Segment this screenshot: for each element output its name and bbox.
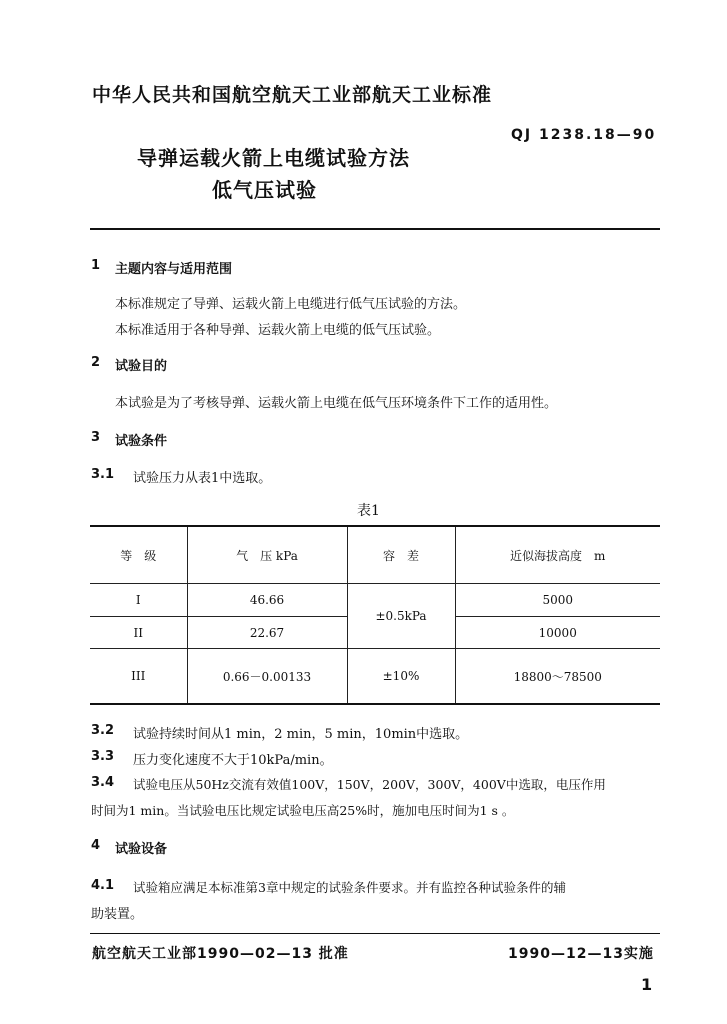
section-3-title: 试验条件 xyxy=(115,434,168,449)
table-caption: 表1 xyxy=(357,503,380,519)
pressure-cell: 22.67 xyxy=(187,617,347,649)
clause-3-4-number: 3.4 xyxy=(91,775,115,790)
clause-3-1-text: 试验压力从表1中选取。 xyxy=(133,471,272,486)
pressure-table xyxy=(90,525,660,705)
pressure-cell: 46.66 xyxy=(187,584,347,617)
clause-3-2-number: 3.2 xyxy=(91,723,115,738)
section-1-paragraph-2: 本标准适用于各种导弹、运载火箭上电缆的低气压试验。 xyxy=(115,323,441,338)
table-header-row xyxy=(90,526,660,584)
header-divider xyxy=(90,228,660,230)
clause-3-2-text: 试验持续时间从1 min，2 min，5 min，10min中选取。 xyxy=(133,727,469,742)
column-header-pressure: 气 压 kPa xyxy=(187,526,347,584)
document-title: 导弹运载火箭上电缆试验方法 xyxy=(137,146,410,170)
tolerance-cell: ±10% xyxy=(347,649,455,705)
clause-3-4-text-line-1: 试验电压从50Hz交流有效值100V，150V，200V，300V，400V中选取，电压作用 xyxy=(133,777,606,792)
section-2-number: 2 xyxy=(91,355,101,370)
approval-date: 航空航天工业部1990—02—13 批准 xyxy=(92,946,349,962)
column-header-grade: 等 级 xyxy=(90,526,187,584)
section-1-paragraph-1: 本标准规定了导弹、运载火箭上电缆进行低气压试验的方法。 xyxy=(115,297,467,312)
section-4-title: 试验设备 xyxy=(115,842,168,857)
standard-number: QJ 1238.18—90 xyxy=(511,127,657,143)
table-row xyxy=(90,584,660,617)
section-2-title: 试验目的 xyxy=(115,359,168,374)
clause-3-4-text-line-2: 时间为1 min。当试验电压比规定试验电压高25%时，施加电压时间为1 s 。 xyxy=(91,803,515,818)
clause-4-1-text-line-1: 试验箱应满足本标准第3章中规定的试验条件要求。并有监控各种试验条件的辅 xyxy=(133,880,566,895)
column-header-tolerance: 容 差 xyxy=(347,526,455,584)
pressure-cell: 0.66－0.00133 xyxy=(187,649,347,705)
altitude-cell: 18800～78500 xyxy=(455,649,660,705)
table-row xyxy=(90,649,660,705)
clause-4-1-number: 4.1 xyxy=(91,878,115,893)
clause-4-1-text-line-2: 助装置。 xyxy=(91,907,144,922)
grade-cell: I xyxy=(90,584,187,617)
clause-3-3-text: 压力变化速度不大于10kPa/min。 xyxy=(133,753,333,768)
issuing-organization: 中华人民共和国航空航天工业部航天工业标准 xyxy=(92,84,493,106)
section-1-number: 1 xyxy=(91,258,101,273)
footer-divider xyxy=(90,933,660,934)
clause-3-3-number: 3.3 xyxy=(91,749,115,764)
clause-3-1-number: 3.1 xyxy=(91,467,115,482)
section-4-number: 4 xyxy=(91,838,101,853)
column-header-altitude: 近似海拔高度 m xyxy=(455,526,660,584)
page-number: 1 xyxy=(641,975,653,994)
altitude-cell: 5000 xyxy=(455,584,660,617)
tolerance-cell: ±0.5kPa xyxy=(347,584,455,649)
effective-date: 1990—12—13实施 xyxy=(508,946,654,962)
grade-cell: III xyxy=(131,669,146,683)
document-subtitle: 低气压试验 xyxy=(212,178,317,202)
altitude-cell: 10000 xyxy=(455,617,660,649)
section-1-title: 主题内容与适用范围 xyxy=(115,262,233,277)
section-3-number: 3 xyxy=(91,430,101,445)
section-2-paragraph-1: 本试验是为了考核导弹、运载火箭上电缆在低气压环境条件下工作的适用性。 xyxy=(115,396,558,411)
grade-cell: II xyxy=(90,617,187,649)
